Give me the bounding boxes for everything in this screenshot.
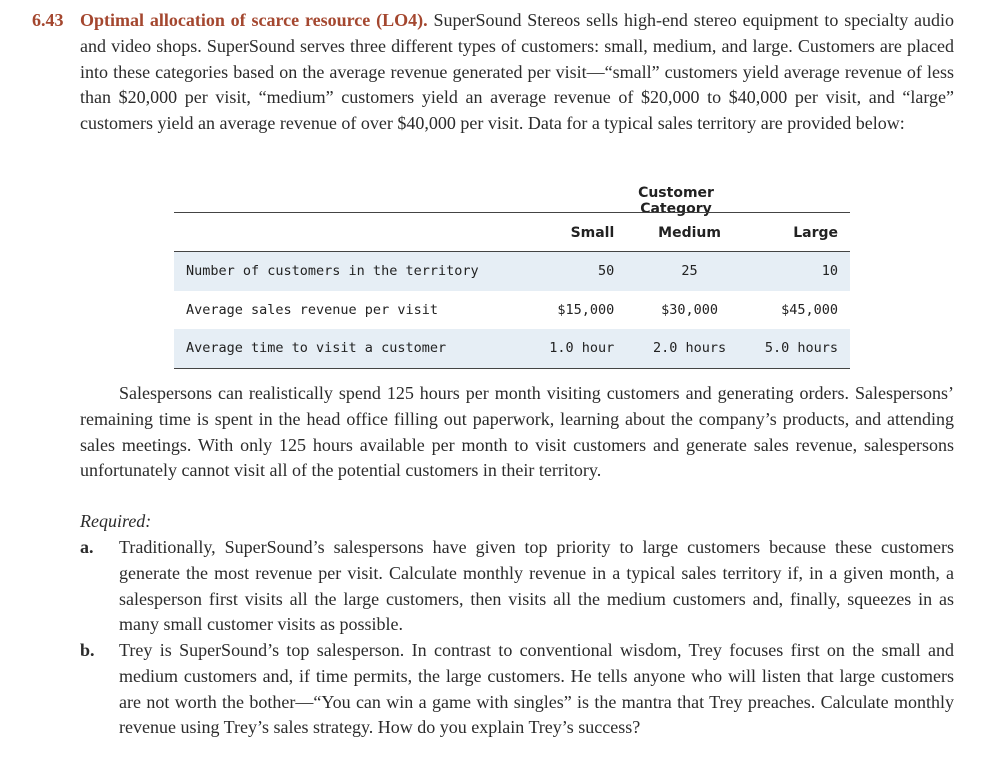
cell-medium: 2.0 hours	[626, 329, 753, 368]
column-header-small: Small	[509, 214, 626, 252]
cell-small: 50	[509, 252, 626, 291]
cell-large: 5.0 hours	[753, 329, 850, 368]
column-header-blank	[174, 214, 509, 252]
customer-category-header: Customer Category	[638, 185, 714, 217]
table-top-rule	[174, 212, 850, 213]
item-b-label: b.	[80, 640, 95, 660]
table-row	[174, 252, 850, 291]
problem-title: Optimal allocation of scarce resource (LO4).	[80, 10, 428, 30]
cell-small: $15,000	[557, 301, 615, 318]
cell-large: 10	[753, 252, 850, 291]
cell-medium: $30,000	[661, 301, 719, 318]
body-paragraph: Salespersons can realistically spend 125 hours per month visiting customers and generating orders. Salespersons’ remaining time is spent in the head office filling out paperwork, learning about the company’s products, and attending sales meetings. With only 125 hours available per month to visit customers and generate sales revenue, salespersons unfortunately cannot visit all of the potential customers in their territory.	[80, 383, 954, 481]
row-label: Average time to visit a customer	[174, 329, 509, 368]
item-a-text: Traditionally, SuperSound’s salespersons have given top priority to large customers because these customers generate the most revenue per visit. Calculate monthly revenue in a typical sales territory if, in a given month, a salesperson first visits all the large customers, then visits all the medium customers and, finally, squeezes in as many small customer visits as possible.	[119, 537, 954, 635]
item-b-text: Trey is SuperSound’s top salesperson. In contrast to conventional wisdom, Trey focuses first on the small and medium customers and, if time permits, the large customers. He tells anyone who will listen that large customers are not worth the bother—“You can win a game with singles” is the mantra that Trey preaches. Calculate monthly revenue using Trey’s sales strategy. How do you explain Trey’s success?	[119, 640, 954, 738]
row-label: Number of customers in the territory	[174, 252, 509, 291]
item-a-label: a.	[80, 537, 94, 557]
problem-intro	[80, 8, 954, 137]
column-header-large: Large	[753, 214, 850, 252]
cell-medium: 25	[626, 252, 753, 291]
row-label: Average sales revenue per visit	[186, 301, 438, 318]
cell-large: $45,000	[781, 301, 838, 318]
table-row	[174, 329, 850, 368]
column-header-medium: Medium	[626, 214, 753, 252]
customer-data-table	[174, 214, 850, 369]
problem-intro-text: SuperSound Stereos sells high-end stereo equipment to specialty audio and video shops. SuperSound serves three different types of customers: small, medium, and large. Customers are placed into these categories based on the average revenue generated per visit—“small” customers yield average revenue of less than $20,000 per visit, “medium” customers yield an average revenue of $20,000 to $40,000 per visit, and “large” customers yield an average revenue of over $40,000 per visit. Data for a typical sales territory are provided below:	[80, 10, 955, 134]
required-label: Required:	[80, 511, 152, 531]
problem-number: 6.43	[32, 10, 64, 30]
table-header-row	[174, 214, 850, 252]
table-row	[174, 291, 850, 330]
cell-small: 1.0 hour	[509, 329, 626, 368]
